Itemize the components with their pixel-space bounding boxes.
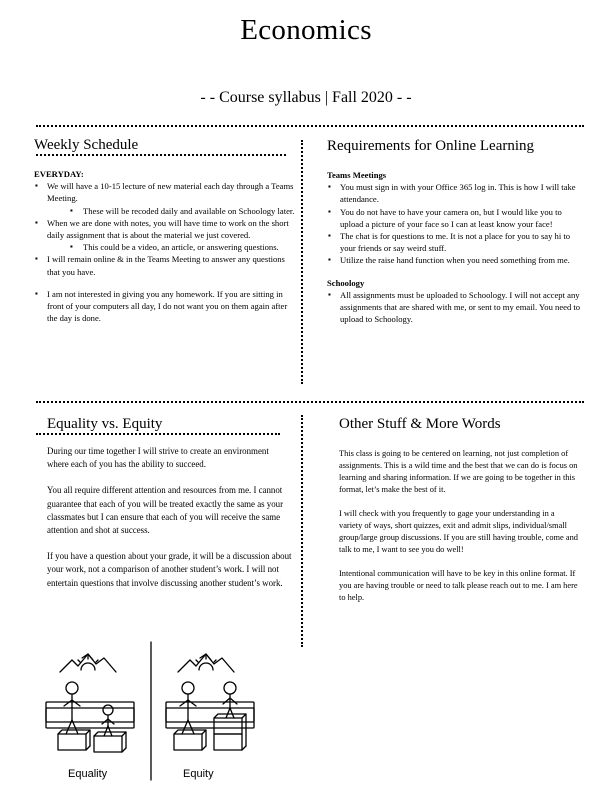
equality-section <box>47 445 292 603</box>
box-icon <box>174 730 206 750</box>
list-item: ▪ Utilize the raise hand function when you need something from me. <box>327 254 587 266</box>
box-icon <box>58 730 90 750</box>
short-person-icon <box>223 682 237 718</box>
other-stuff-paragraph: I will check with you frequently to gage your understanding in a variety of ways, short quizzes, exit and admit slips, individual/small group/large group discussions. If you are still having trouble, come and talk to me, I want to see you do well! <box>339 509 578 554</box>
online-learning-title: Requirements for Online Learning <box>327 138 535 154</box>
weekly-schedule-section <box>34 168 296 324</box>
column-divider-upper <box>301 140 303 384</box>
equality-title: Equality vs. Equity <box>47 416 163 432</box>
list-item: ▪ You must sign in with your Office 365 log in. This is how I will take attendance. <box>327 181 587 205</box>
teams-meetings-label: Teams Meetings <box>327 170 387 180</box>
weekly-schedule-title: Weekly Schedule <box>34 137 139 153</box>
column-divider-lower <box>301 415 303 647</box>
equity-caption: Equity <box>183 768 214 780</box>
box-icon <box>214 730 246 750</box>
list-item: ▪ We will have a 10-15 lecture of new material each day through a Teams Meeting. <box>34 180 296 204</box>
fence-icon <box>46 702 134 728</box>
top-divider <box>36 125 584 127</box>
other-stuff-paragraph: Intentional communication will have to be key in this online format. If you are having trouble or need to talk please reach out to me. I am here to help. <box>339 569 578 602</box>
list-item: ▪ When we are done with notes, you will have time to work on the short daily assignment that is about the material we just covered. <box>34 217 296 241</box>
schoology-label: Schoology <box>327 277 365 288</box>
other-stuff-title: Other Stuff & More Words <box>339 416 501 432</box>
online-learning-section <box>327 169 587 325</box>
equality-paragraph: During our time together I will strive to create an environment where each of you has the ability to succeed. <box>47 446 269 470</box>
list-item: ▪ The chat is for questions to me. It is not a place for you to say hi to your friends or say weird stuff. <box>327 230 587 254</box>
list-item: ▪ This could be a video, an article, or answering questions. <box>34 241 296 253</box>
list-item: ▪ All assignments must be uploaded to Schoology. I will not accept any assignments that are shared with me, or sent to my email. You need to upload to Schoology. <box>327 289 587 326</box>
box-icon <box>214 714 246 734</box>
equality-title-underline <box>36 433 280 435</box>
box-icon <box>94 732 126 752</box>
everyday-label: EVERYDAY: <box>34 169 84 179</box>
other-stuff-section <box>339 448 579 616</box>
weekly-title-underline <box>36 154 286 156</box>
equality-equity-figure <box>38 640 276 785</box>
page-title: Economics <box>240 14 372 46</box>
list-item: ▪ I am not interested in giving you any homework. If you are sitting in front of your computers all day, I do not want you on them again after the day is done. <box>34 288 296 325</box>
other-stuff-paragraph: This class is going to be centered on learning, not just completion of assignments. This is a wild time and the best that we can do is focus on learning and sharing information. If we are going to be together in this format, let’s make the best of it. <box>339 449 578 494</box>
list-item: ▪ You do not have to have your camera on, but I would like you to upload a picture of your face so I can at least know your face! <box>327 206 587 230</box>
list-item: ▪ I will remain online & in the Teams Meeting to answer any questions that you have. <box>34 253 296 277</box>
list-item: ▪ These will be recoded daily and available on Schoology later. <box>34 205 296 217</box>
short-person-icon <box>102 705 114 736</box>
equality-paragraph: You all require different attention and resources from me. I cannot guarantee that each of you will be treated exactly the same as your classmates but I can ensure that each of you will receive the same attention and shot at success. <box>47 485 284 536</box>
equality-caption: Equality <box>68 768 108 780</box>
page-subtitle: - - Course syllabus | Fall 2020 - - <box>200 89 412 106</box>
equality-paragraph: If you have a question about your grade, it will be a discussion about your work, not a comparison of another student’s work. I will not entertain questions that involve discussing another student’s work. <box>47 551 292 588</box>
fence-icon <box>166 702 254 728</box>
middle-divider <box>36 401 584 403</box>
